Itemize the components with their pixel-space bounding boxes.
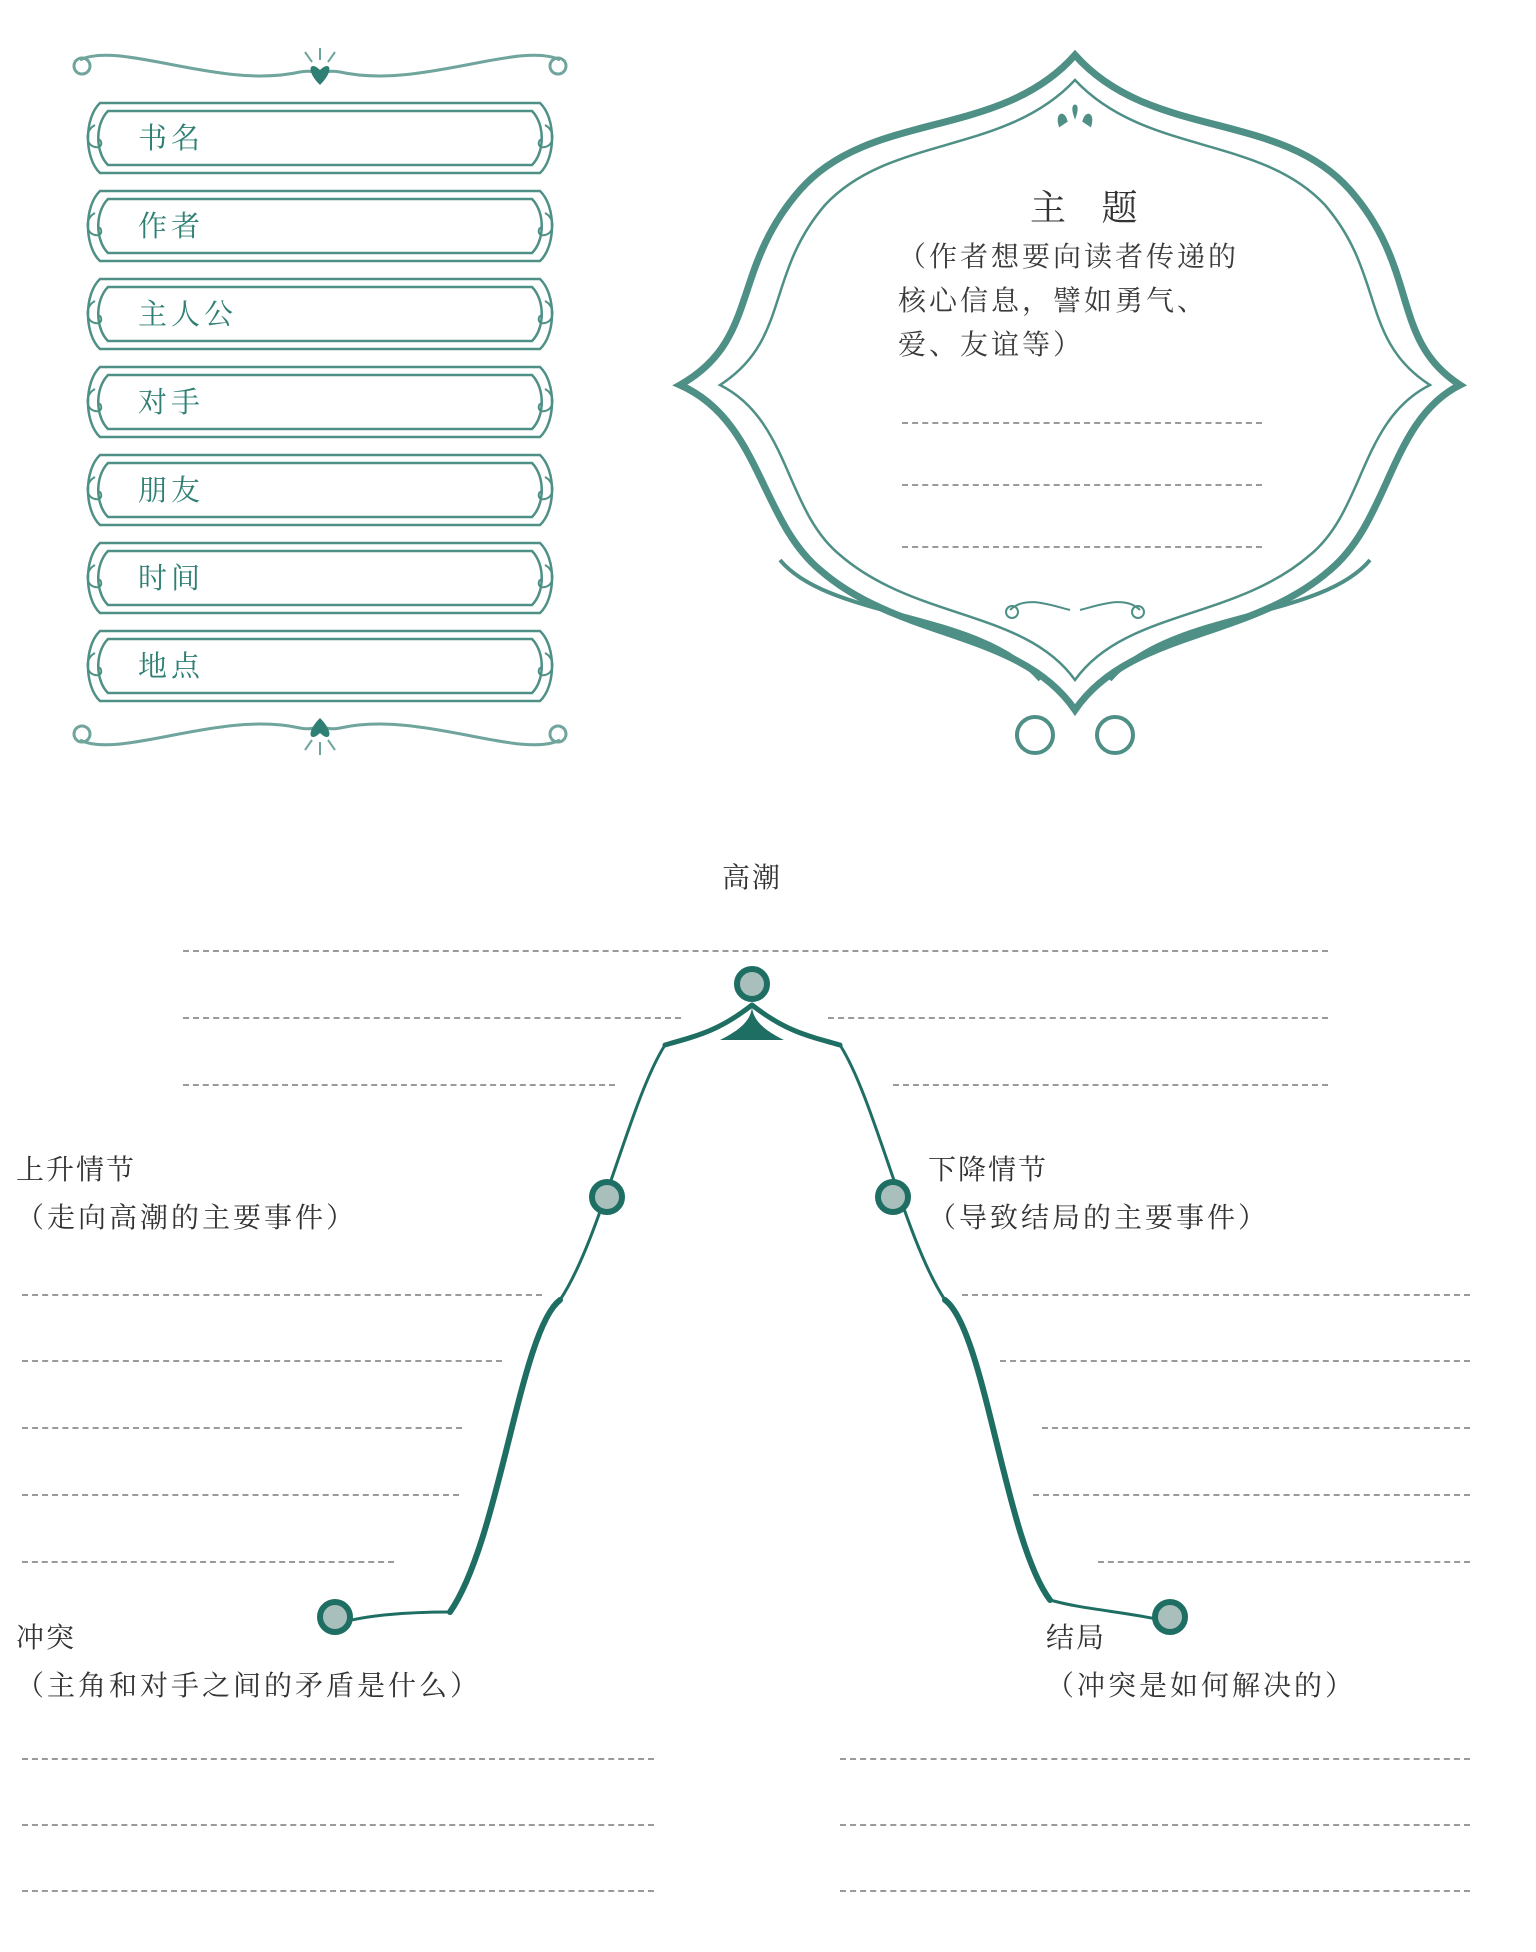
field-antagonist[interactable]: 对手 <box>138 385 205 419</box>
falling-node-icon <box>878 1182 908 1212</box>
field-protagonist[interactable]: 主人公 <box>138 297 238 331</box>
rising-action-subtitle: （走向高潮的主要事件） <box>16 1201 358 1234</box>
field-time[interactable]: 时间 <box>138 561 205 595</box>
conflict-title: 冲突 <box>16 1621 77 1654</box>
falling-action-title: 下降情节 <box>928 1153 1049 1186</box>
field-book-title[interactable]: 书名 <box>138 121 205 155</box>
rising-node-icon <box>592 1182 622 1212</box>
theme-title: 主 题 <box>1030 188 1150 229</box>
falling-action-subtitle: （导致结局的主要事件） <box>928 1201 1270 1234</box>
climax-title: 高潮 <box>722 861 783 894</box>
resolution-node-icon <box>1155 1602 1185 1632</box>
field-friends[interactable]: 朋友 <box>138 473 205 507</box>
rising-action-title: 上升情节 <box>16 1153 137 1186</box>
theme-description: （作者想要向读者传递的核心信息，譬如勇气、爱、友谊等） <box>898 240 1240 361</box>
conflict-subtitle: （主角和对手之间的矛盾是什么） <box>16 1669 482 1702</box>
climax-node-icon <box>737 969 767 999</box>
field-place[interactable]: 地点 <box>138 649 205 683</box>
conflict-node-icon <box>320 1602 350 1632</box>
resolution-title: 结局 <box>1046 1621 1107 1654</box>
field-author[interactable]: 作者 <box>138 209 205 243</box>
resolution-subtitle: （冲突是如何解决的） <box>1046 1669 1357 1702</box>
